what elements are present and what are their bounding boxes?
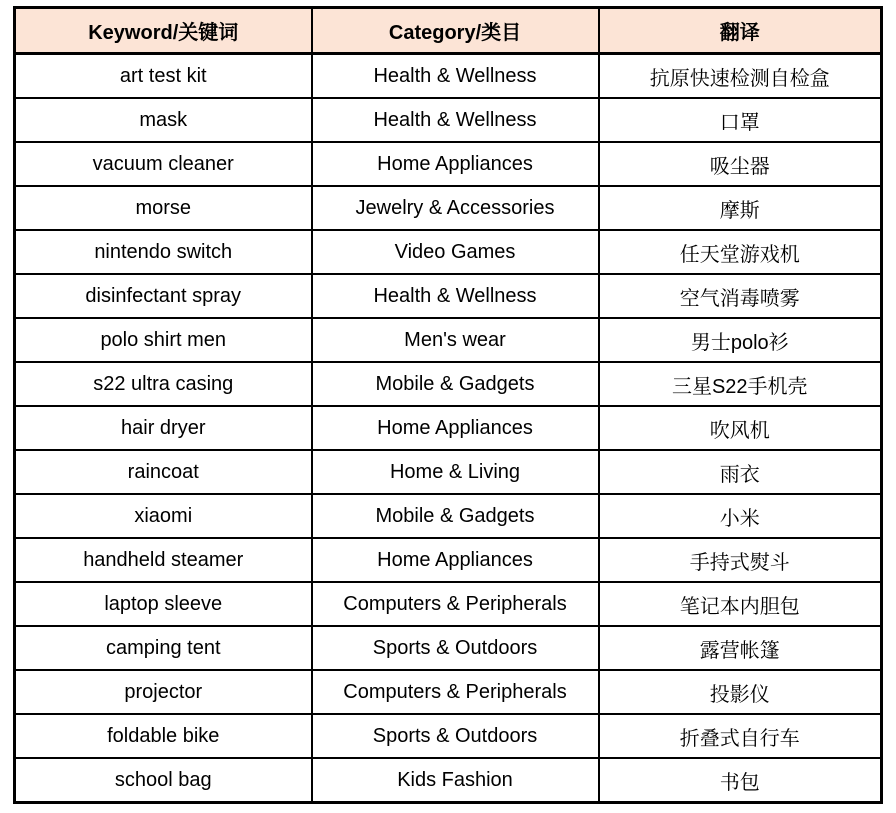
category-cell: Health & Wellness [312,54,599,99]
category-cell: Sports & Outdoors [312,714,599,758]
keyword-cell: disinfectant spray [15,274,312,318]
table-row [15,274,882,318]
category-cell: Health & Wellness [312,98,599,142]
category-cell: Jewelry & Accessories [312,186,599,230]
category-cell: Sports & Outdoors [312,626,599,670]
header-category: Category/类目 [312,8,599,54]
translation-cell: 男士polo衫 [599,318,882,362]
category-cell: Home Appliances [312,538,599,582]
keyword-cell: s22 ultra casing [15,362,312,406]
table-body [15,54,882,803]
translation-cell: 书包 [599,758,882,803]
translation-cell: 三星S22手机壳 [599,362,882,406]
keyword-cell: raincoat [15,450,312,494]
translation-cell: 口罩 [599,98,882,142]
translation-cell: 投影仪 [599,670,882,714]
table-row [15,494,882,538]
category-cell: Computers & Peripherals [312,670,599,714]
keyword-cell: projector [15,670,312,714]
translation-cell: 空气消毒喷雾 [599,274,882,318]
table-header-row [15,8,882,54]
table-row [15,538,882,582]
keyword-table [13,6,883,804]
keyword-cell: camping tent [15,626,312,670]
keyword-cell: nintendo switch [15,230,312,274]
keyword-cell: handheld steamer [15,538,312,582]
table-row [15,142,882,186]
keyword-cell: hair dryer [15,406,312,450]
table-row [15,670,882,714]
keyword-cell: school bag [15,758,312,803]
table-header [15,8,882,54]
table-row [15,714,882,758]
category-cell: Health & Wellness [312,274,599,318]
translation-cell: 雨衣 [599,450,882,494]
keyword-cell: vacuum cleaner [15,142,312,186]
translation-cell: 笔记本内胆包 [599,582,882,626]
category-cell: Home & Living [312,450,599,494]
category-cell: Mobile & Gadgets [312,494,599,538]
table-row [15,230,882,274]
category-cell: Kids Fashion [312,758,599,803]
translation-cell: 露营帐篷 [599,626,882,670]
category-cell: Mobile & Gadgets [312,362,599,406]
keyword-cell: morse [15,186,312,230]
translation-cell: 吹风机 [599,406,882,450]
table-row [15,406,882,450]
header-keyword: Keyword/关键词 [15,8,312,54]
table-row [15,186,882,230]
keyword-cell: xiaomi [15,494,312,538]
translation-cell: 折叠式自行车 [599,714,882,758]
table-row [15,54,882,99]
category-cell: Home Appliances [312,406,599,450]
table-row [15,98,882,142]
keyword-cell: mask [15,98,312,142]
keyword-cell: polo shirt men [15,318,312,362]
category-cell: Home Appliances [312,142,599,186]
translation-cell: 吸尘器 [599,142,882,186]
translation-cell: 任天堂游戏机 [599,230,882,274]
translation-cell: 抗原快速检测自检盒 [599,54,882,99]
keyword-table-container [13,6,883,804]
translation-cell: 摩斯 [599,186,882,230]
table-row [15,758,882,803]
table-row [15,362,882,406]
keyword-cell: laptop sleeve [15,582,312,626]
translation-cell: 手持式熨斗 [599,538,882,582]
keyword-cell: art test kit [15,54,312,99]
header-translation: 翻译 [599,8,882,54]
translation-cell: 小米 [599,494,882,538]
table-row [15,626,882,670]
table-row [15,582,882,626]
table-row [15,450,882,494]
category-cell: Computers & Peripherals [312,582,599,626]
category-cell: Video Games [312,230,599,274]
category-cell: Men's wear [312,318,599,362]
keyword-cell: foldable bike [15,714,312,758]
table-row [15,318,882,362]
